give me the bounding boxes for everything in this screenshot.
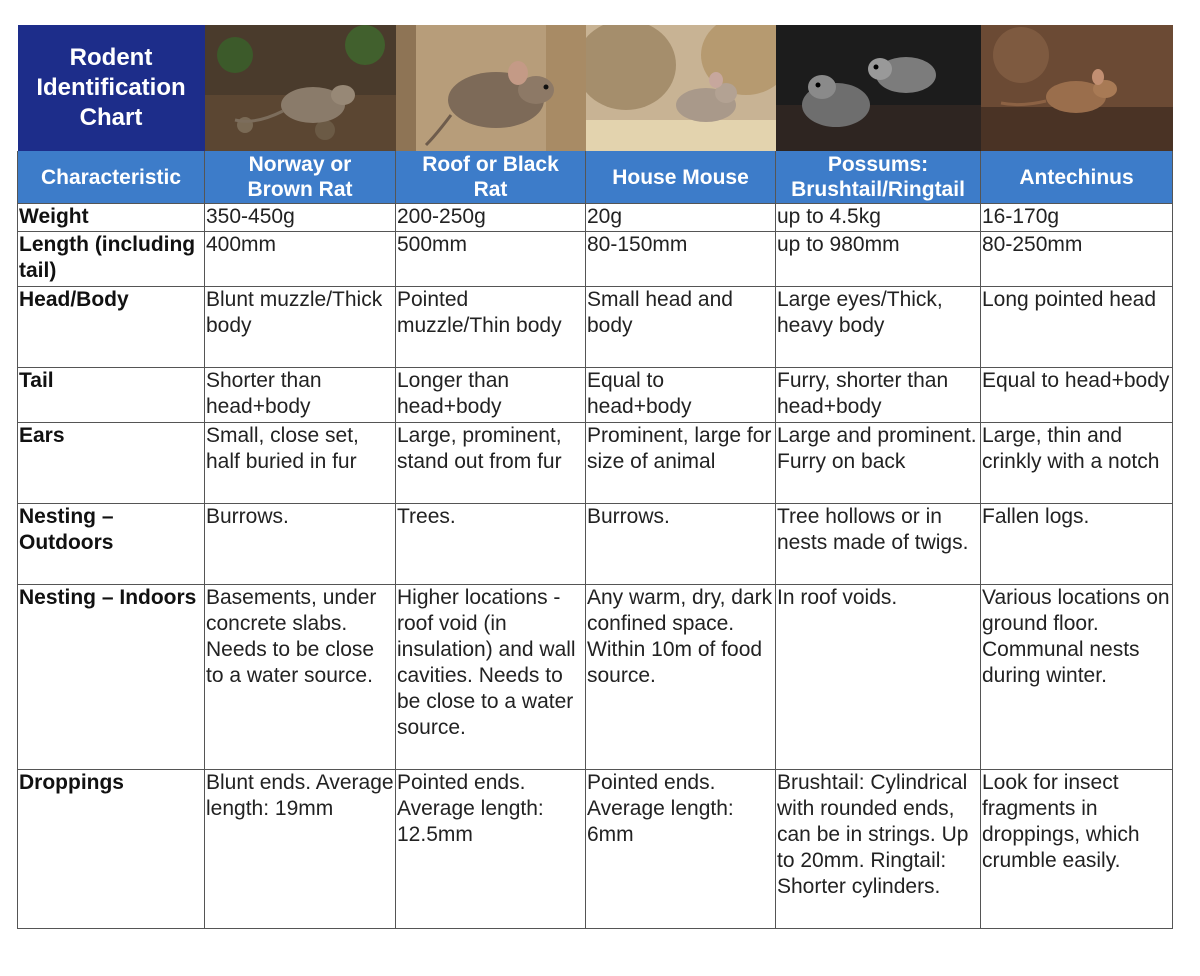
table-cell: Look for insect fragments in droppings, which crumble easily. <box>981 770 1173 929</box>
table-cell: 80-250mm <box>981 232 1173 287</box>
row-label: Droppings <box>18 770 205 929</box>
table-cell: Blunt ends. Average length: 19mm <box>205 770 396 929</box>
table-cell: Brushtail: Cylindrical with rounded ends, can be in strings. Up to 20mm. Ringtail: Shorter cylinders. <box>776 770 981 929</box>
chart-title <box>18 25 205 151</box>
identification-table <box>17 25 1173 929</box>
row-label: Tail <box>18 368 205 423</box>
table-cell: Any warm, dry, dark confined space. Within 10m of food source. <box>586 585 776 770</box>
table-row <box>18 204 1173 232</box>
table-cell: up to 980mm <box>776 232 981 287</box>
table-cell: Large, prominent, stand out from fur <box>396 423 586 504</box>
title-line-2: Identification <box>36 74 186 101</box>
table-cell: Burrows. <box>205 504 396 585</box>
row-label: Nesting – Outdoors <box>18 504 205 585</box>
table-cell: Large, thin and crinkly with a notch <box>981 423 1173 504</box>
table-row <box>18 770 1173 929</box>
house-mouse-photo <box>586 25 776 151</box>
table-cell: 400mm <box>205 232 396 287</box>
table-cell: Trees. <box>396 504 586 585</box>
table-cell: up to 4.5kg <box>776 204 981 232</box>
row-label: Nesting – Indoors <box>18 585 205 770</box>
header-row <box>18 151 1173 204</box>
header-characteristic: Characteristic <box>18 151 205 204</box>
table-cell: Large eyes/Thick, heavy body <box>776 287 981 368</box>
table-cell: Basements, under concrete slabs. Needs to be close to a water source. <box>205 585 396 770</box>
title-line-3: Chart <box>79 104 143 131</box>
table-cell: 20g <box>586 204 776 232</box>
table-cell: 200-250g <box>396 204 586 232</box>
row-label: Head/Body <box>18 287 205 368</box>
table-cell: Fallen logs. <box>981 504 1173 585</box>
antechinus-photo <box>981 25 1173 151</box>
table-cell: Long pointed head <box>981 287 1173 368</box>
title-line-1: Rodent <box>69 44 153 71</box>
table-cell: Pointed ends. Average length: 6mm <box>586 770 776 929</box>
table-row <box>18 232 1173 287</box>
table-row <box>18 368 1173 423</box>
table-cell: Equal to head+body <box>586 368 776 423</box>
table-cell: Small, close set, half buried in fur <box>205 423 396 504</box>
table-cell: Various locations on ground floor. Communal nests during winter. <box>981 585 1173 770</box>
table-cell: In roof voids. <box>776 585 981 770</box>
table-cell: Pointed ends. Average length: 12.5mm <box>396 770 586 929</box>
possum-photo <box>776 25 981 151</box>
table-cell: Pointed muzzle/Thin body <box>396 287 586 368</box>
norway-rat-photo <box>205 25 396 151</box>
table-cell: 16-170g <box>981 204 1173 232</box>
header-antechinus: Antechinus <box>981 151 1173 204</box>
table-cell: Prominent, large for size of animal <box>586 423 776 504</box>
table-cell: Blunt muzzle/Thick body <box>205 287 396 368</box>
table-cell: Shorter than head+body <box>205 368 396 423</box>
table-cell: Longer than head+body <box>396 368 586 423</box>
table-cell: 350-450g <box>205 204 396 232</box>
roof-rat-photo <box>396 25 586 151</box>
table-cell: Furry, shorter than head+body <box>776 368 981 423</box>
rodent-identification-chart <box>17 25 1172 929</box>
table-row <box>18 287 1173 368</box>
table-cell: Large and prominent. Furry on back <box>776 423 981 504</box>
photo-row <box>18 25 1173 151</box>
header-norway-rat: Norway or Brown Rat <box>205 151 396 204</box>
table-row <box>18 423 1173 504</box>
table-cell: 500mm <box>396 232 586 287</box>
row-label: Weight <box>18 204 205 232</box>
header-roof-rat: Roof or Black Rat <box>396 151 586 204</box>
table-cell: 80-150mm <box>586 232 776 287</box>
table-cell: Burrows. <box>586 504 776 585</box>
header-possums: Possums: Brushtail/Ringtail <box>776 151 981 204</box>
table-row <box>18 504 1173 585</box>
table-row <box>18 585 1173 770</box>
row-label: Length (including tail) <box>18 232 205 287</box>
table-cell: Small head and body <box>586 287 776 368</box>
table-cell: Equal to head+body <box>981 368 1173 423</box>
table-cell: Higher locations - roof void (in insulation) and wall cavities. Needs to be close to a water source. <box>396 585 586 770</box>
header-house-mouse: House Mouse <box>586 151 776 204</box>
row-label: Ears <box>18 423 205 504</box>
table-cell: Tree hollows or in nests made of twigs. <box>776 504 981 585</box>
